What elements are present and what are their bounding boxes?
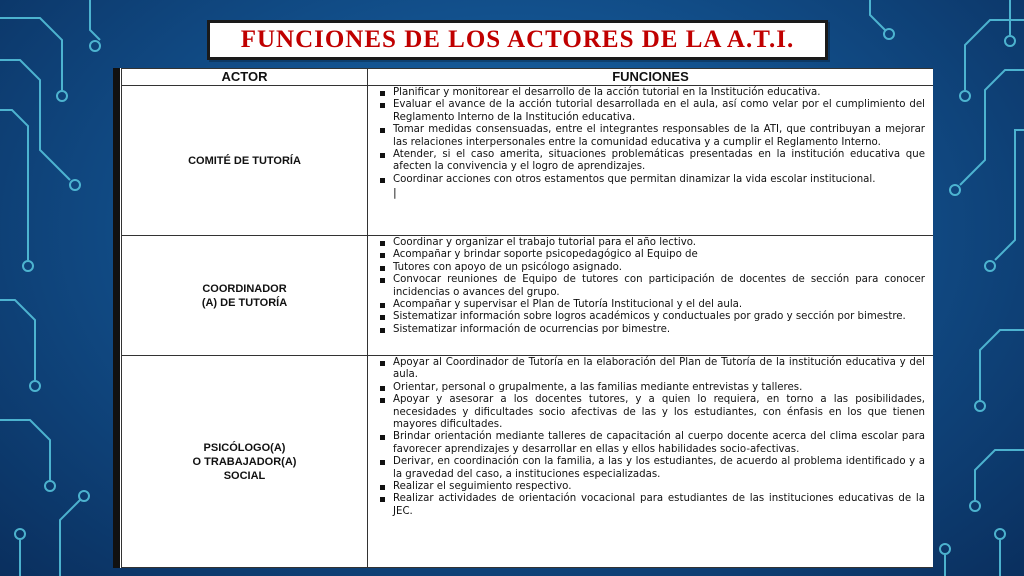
- functions-cell: [368, 86, 934, 236]
- actor-cell: [122, 356, 368, 568]
- list-item: Brindar orientación mediante talleres de capacitación al cuerpo docente acerca del clima escolar para favorecer aprendizajes y desarrollar en ellas y ellos habilidades socio-afectivas.: [378, 431, 925, 456]
- list-item: Atender, si el caso amerita, situaciones problemáticas presentadas en la institución educativa que afecten la convivencia y el logro de aprendizajes.: [378, 149, 925, 174]
- functions-list: [368, 86, 933, 187]
- table-header-row: [122, 69, 934, 86]
- table-row: [122, 86, 934, 236]
- list-item: Tomar medidas consensuadas, entre el integrantes responsables de la ATI, que contribuyan a mejorar las relaciones interpersonales entre la comunidad educativa y a cumplir el Reglamento Interno.: [378, 124, 925, 149]
- header-actor: ACTOR: [122, 69, 368, 86]
- list-item: Sistematizar información sobre logros académicos y conductuales por grado y sección por bimestre.: [378, 311, 925, 323]
- list-item: Acompañar y brindar soporte psicopedagógico al Equipo de: [378, 249, 925, 261]
- functions-document: [113, 68, 933, 568]
- table-row: [122, 356, 934, 568]
- functions-list: [368, 356, 933, 519]
- list-item: Apoyar al Coordinador de Tutoría en la elaboración del Plan de Tutoría de la institución educativa y del aula.: [378, 357, 925, 382]
- list-item: Derivar, en coordinación con la familia, a las y los estudiantes, de acuerdo al problema identificado y a la gravedad del caso, a instituciones especializadas.: [378, 456, 925, 481]
- text-cursor: |: [393, 186, 397, 200]
- functions-cell: [368, 236, 934, 356]
- actor-cell: [122, 86, 368, 236]
- table-row: [122, 236, 934, 356]
- list-item: Realizar el seguimiento respectivo.: [378, 481, 925, 493]
- list-item: Realizar actividades de orientación vocacional para estudiantes de las instituciones educativas de la JEC.: [378, 493, 925, 518]
- actor-name: COMITÉ DE TUTORÍA: [188, 154, 301, 167]
- list-item: Coordinar y organizar el trabajo tutorial para el año lectivo.: [378, 237, 925, 249]
- actor-name-line: O TRABAJADOR(A): [192, 455, 297, 468]
- slide-title: FUNCIONES DE LOS ACTORES DE LA A.T.I.: [240, 26, 795, 53]
- list-item: Orientar, personal o grupalmente, a las familias mediante entrevistas y talleres.: [378, 382, 925, 394]
- actor-name-line: COORDINADOR: [202, 282, 287, 295]
- list-item: Sistematizar información de ocurrencias por bimestre.: [378, 324, 925, 336]
- list-item: Acompañar y supervisar el Plan de Tutoría Institucional y el del aula.: [378, 299, 925, 311]
- actor-name-line: PSICÓLOGO(A): [203, 441, 286, 454]
- header-functions: FUNCIONES: [368, 69, 934, 86]
- functions-table: [121, 68, 933, 568]
- list-item: Planificar y monitorear el desarrollo de la acción tutorial en la Institución educativa.: [378, 87, 925, 99]
- list-item: Coordinar acciones con otros estamentos que permitan dinamizar la vida escolar institucional.: [378, 174, 925, 186]
- actor-name-line: SOCIAL: [223, 469, 266, 482]
- actor-cell: [122, 236, 368, 356]
- list-item: Tutores con apoyo de un psicólogo asignado.: [378, 262, 925, 274]
- list-item: Evaluar el avance de la acción tutorial desarrollada en el aula, así como velar por el cumplimiento del Reglamento Interno de la Institución educativa.: [378, 99, 925, 124]
- list-item: Convocar reuniones de Equipo de tutores con participación de docentes de sección para conocer incidencias o avances del grupo.: [378, 274, 925, 299]
- functions-list: [368, 236, 933, 337]
- title-banner: [207, 20, 828, 60]
- list-item: Apoyar y asesorar a los docentes tutores, y a quien lo requiera, en torno a las posibilidades, necesidades y dificultades socio afectivas de las y los estudiantes, con énfasis en los que tienen mayores dificultades.: [378, 394, 925, 431]
- actor-name-line: (A) DE TUTORÍA: [201, 296, 288, 309]
- functions-cell: [368, 356, 934, 568]
